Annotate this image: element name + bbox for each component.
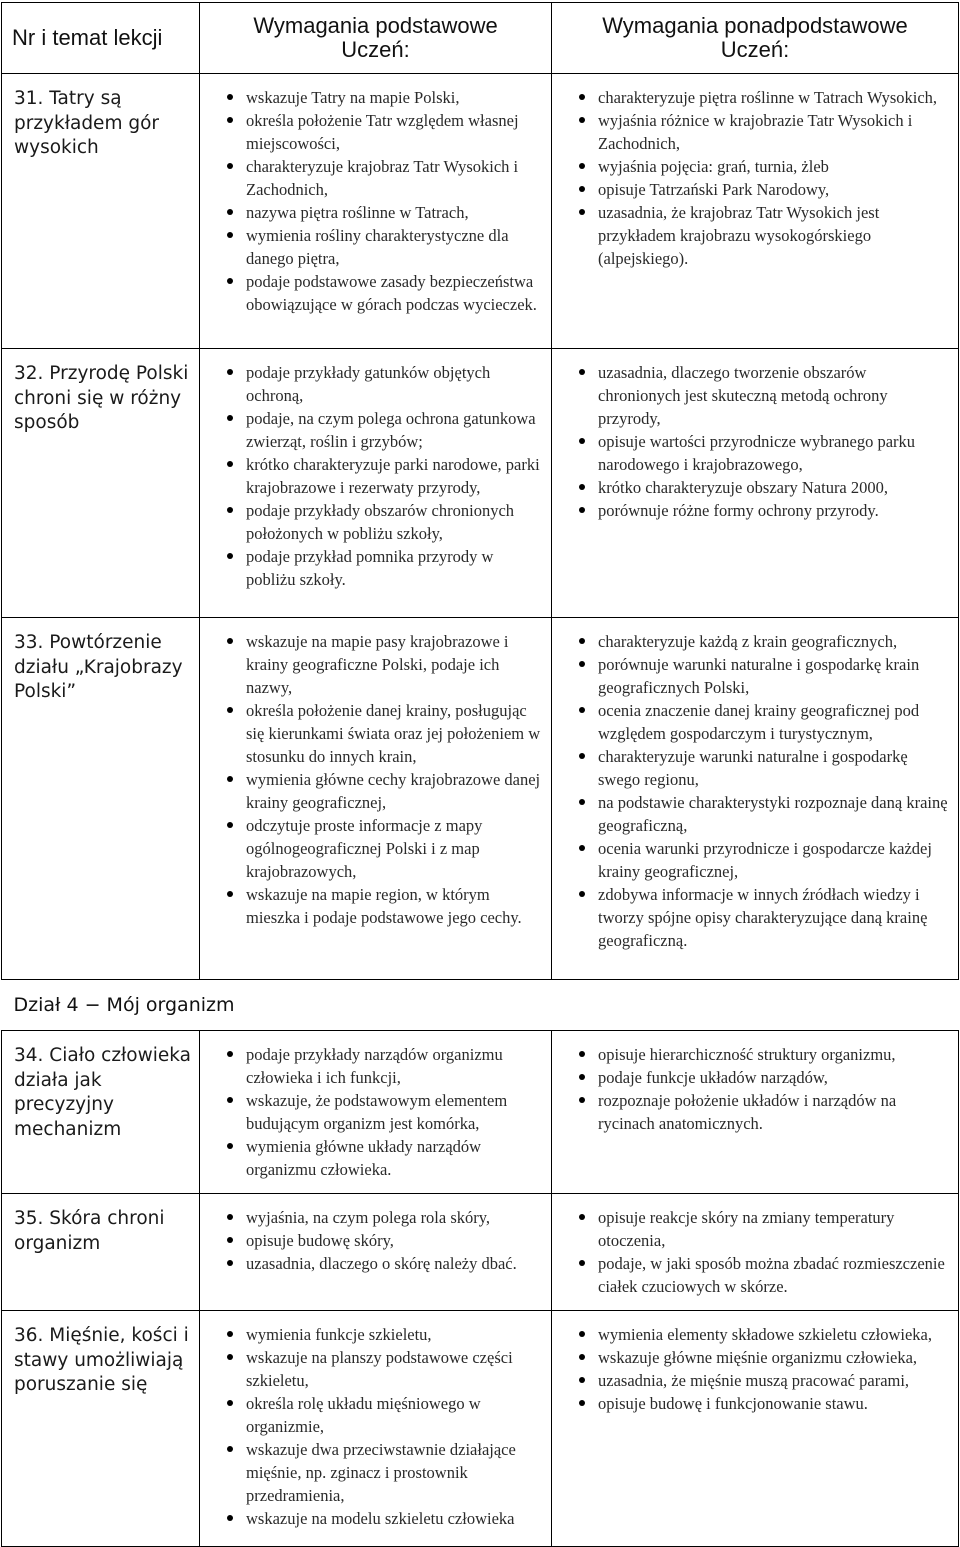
list-item: wymienia główne układy narządów organizmu człowieka. xyxy=(200,1135,545,1181)
list-item: wskazuje główne mięśnie organizmu człowieka, xyxy=(552,1346,952,1369)
list-item: charakteryzuje każdą z krain geograficznych, xyxy=(552,630,952,653)
list-item: określa położenie Tatr względem własnej miejscowości, xyxy=(200,109,545,155)
basic-requirements-list xyxy=(200,1031,551,1193)
basic-requirements-cell xyxy=(200,1031,552,1194)
curriculum-table xyxy=(1,2,959,1547)
advanced-requirements-cell xyxy=(552,1194,959,1311)
header-basic-title: Wymagania podstawowe xyxy=(253,13,498,38)
advanced-requirements-cell xyxy=(552,349,959,618)
list-item: wskazuje dwa przeciwstawnie działające mięśnie, np. zginacz i prostownik przedramienia, xyxy=(200,1438,545,1507)
basic-requirements-list xyxy=(200,74,551,328)
list-item: wymienia funkcje szkieletu, xyxy=(200,1323,545,1346)
list-item: uzasadnia, dlaczego o skórę należy dbać. xyxy=(200,1252,545,1275)
list-item: wskazuje na planszy podstawowe części szkieletu, xyxy=(200,1346,545,1392)
list-item: charakteryzuje krajobraz Tatr Wysokich i Zachodnich, xyxy=(200,155,545,201)
advanced-requirements-list xyxy=(552,1311,958,1427)
lesson-topic: 33. Powtórzenie działu „Krajobrazy Polski” xyxy=(2,618,200,980)
list-item: wymienia rośliny charakterystyczne dla danego piętra, xyxy=(200,224,545,270)
table-row xyxy=(2,74,959,349)
list-item: krótko charakteryzuje parki narodowe, parki krajobrazowe i rezerwaty przyrody, xyxy=(200,453,545,499)
table-row xyxy=(2,1311,959,1547)
list-item: wymienia elementy składowe szkieletu człowieka, xyxy=(552,1323,952,1346)
advanced-requirements-cell xyxy=(552,1311,959,1547)
list-item: podaje przykłady gatunków objętych ochroną, xyxy=(200,361,545,407)
basic-requirements-list xyxy=(200,349,551,603)
table-body-section-4 xyxy=(2,1031,959,1547)
basic-requirements-list xyxy=(200,1311,551,1542)
list-item: charakteryzuje warunki naturalne i gospodarkę swego regionu, xyxy=(552,745,952,791)
lesson-topic: 32. Przyrodę Polski chroni się w różny sposób xyxy=(2,349,200,618)
basic-requirements-cell xyxy=(200,1311,552,1547)
basic-requirements-cell xyxy=(200,618,552,980)
list-item: porównuje różne formy ochrony przyrody. xyxy=(552,499,952,522)
list-item: opisuje Tatrzański Park Narodowy, xyxy=(552,178,952,201)
list-item: na podstawie charakterystyki rozpoznaje daną krainę geograficzną, xyxy=(552,791,952,837)
header-topic: Nr i temat lekcji xyxy=(2,3,200,74)
list-item: wskazuje Tatry na mapie Polski, xyxy=(200,86,545,109)
list-item: podaje, w jaki sposób można zbadać rozmieszczenie ciałek czuciowych w skórze. xyxy=(552,1252,952,1298)
table-body-section-3 xyxy=(2,74,959,980)
list-item: charakteryzuje piętra roślinne w Tatrach Wysokich, xyxy=(552,86,952,109)
list-item: zdobywa informacje w innych źródłach wiedzy i tworzy spójne opisy charakteryzujące daną krainę geograficzną. xyxy=(552,883,952,952)
list-item: podaje przykład pomnika przyrody w pobliżu szkoły. xyxy=(200,545,545,591)
list-item: wyjaśnia pojęcia: grań, turnia, żleb xyxy=(552,155,952,178)
list-item: opisuje hierarchiczność struktury organizmu, xyxy=(552,1043,952,1066)
advanced-requirements-list xyxy=(552,74,958,282)
table-row xyxy=(2,1194,959,1311)
section-row xyxy=(2,980,959,1031)
basic-requirements-cell xyxy=(200,74,552,349)
basic-requirements-list xyxy=(200,1194,551,1287)
advanced-requirements-cell xyxy=(552,74,959,349)
list-item: rozpoznaje położenie układów i narządów na rycinach anatomicznych. xyxy=(552,1089,952,1135)
advanced-requirements-list xyxy=(552,349,958,534)
list-item: uzasadnia, że krajobraz Tatr Wysokich jest przykładem krajobrazu wysokogórskiego (alpejskiego). xyxy=(552,201,952,270)
header-basic-subtitle: Uczeń: xyxy=(341,37,410,62)
header-advanced-subtitle: Uczeń: xyxy=(720,37,790,62)
list-item: określa rolę układu mięśniowego w organizmie, xyxy=(200,1392,545,1438)
header-basic xyxy=(200,3,552,74)
list-item: ocenia znaczenie danej krainy geograficznej pod względem gospodarczym i turystycznym, xyxy=(552,699,952,745)
table-row xyxy=(2,618,959,980)
list-item: opisuje wartości przyrodnicze wybranego parku narodowego i krajobrazowego, xyxy=(552,430,952,476)
section-title: Dział 4 − Mój organizm xyxy=(13,994,235,1016)
list-item: wyjaśnia różnice w krajobrazie Tatr Wysokich i Zachodnich, xyxy=(552,109,952,155)
basic-requirements-list xyxy=(200,618,551,941)
basic-requirements-cell xyxy=(200,1194,552,1311)
table-row xyxy=(2,1031,959,1194)
list-item: wskazuje na mapie region, w którym mieszka i podaje podstawowe jego cechy. xyxy=(200,883,545,929)
section-header xyxy=(2,980,959,1031)
lesson-topic: 34. Ciało człowieka działa jak precyzyjny mechanizm xyxy=(2,1031,200,1194)
list-item: ocenia warunki przyrodnicze i gospodarcze każdej krainy geograficznej, xyxy=(552,837,952,883)
list-item: podaje funkcje układów narządów, xyxy=(552,1066,952,1089)
list-item: nazywa piętra roślinne w Tatrach, xyxy=(200,201,545,224)
table-header-row xyxy=(2,3,959,74)
list-item: opisuje budowę skóry, xyxy=(200,1229,545,1252)
list-item: odczytuje proste informacje z mapy ogólnogeograficznej Polski i z map krajobrazowych, xyxy=(200,814,545,883)
list-item: podaje przykłady narządów organizmu człowieka i ich funkcji, xyxy=(200,1043,545,1089)
lesson-topic: 31. Tatry są przykładem gór wysokich xyxy=(2,74,200,349)
lesson-topic: 35. Skóra chroni organizm xyxy=(2,1194,200,1311)
list-item: uzasadnia, dlaczego tworzenie obszarów chronionych jest skuteczną metodą ochrony przyrody, xyxy=(552,361,952,430)
list-item: wskazuje na mapie pasy krajobrazowe i krainy geograficzne Polski, podaje ich nazwy, xyxy=(200,630,545,699)
list-item: opisuje budowę i funkcjonowanie stawu. xyxy=(552,1392,952,1415)
advanced-requirements-list xyxy=(552,618,958,964)
list-item: określa położenie danej krainy, posługując się kierunkami świata oraz jej położeniem w stosunku do innych krain, xyxy=(200,699,545,768)
header-advanced xyxy=(552,3,959,74)
list-item: podaje, na czym polega ochrona gatunkowa zwierząt, roślin i grzybów; xyxy=(200,407,545,453)
list-item: krótko charakteryzuje obszary Natura 2000, xyxy=(552,476,952,499)
advanced-requirements-list xyxy=(552,1194,958,1310)
advanced-requirements-cell xyxy=(552,1031,959,1194)
table-row xyxy=(2,349,959,618)
list-item: uzasadnia, że mięśnie muszą pracować parami, xyxy=(552,1369,952,1392)
list-item: wymienia główne cechy krajobrazowe danej krainy geograficznej, xyxy=(200,768,545,814)
list-item: wyjaśnia, na czym polega rola skóry, xyxy=(200,1206,545,1229)
list-item: opisuje reakcje skóry na zmiany temperatury otoczenia, xyxy=(552,1206,952,1252)
header-advanced-title: Wymagania ponadpodstawowe xyxy=(602,13,908,38)
list-item: wskazuje na modelu szkieletu człowieka xyxy=(200,1507,545,1530)
list-item: wskazuje, że podstawowym elementem budującym organizm jest komórka, xyxy=(200,1089,545,1135)
list-item: porównuje warunki naturalne i gospodarkę krain geograficznych Polski, xyxy=(552,653,952,699)
advanced-requirements-list xyxy=(552,1031,958,1147)
advanced-requirements-cell xyxy=(552,618,959,980)
basic-requirements-cell xyxy=(200,349,552,618)
list-item: podaje podstawowe zasady bezpieczeństwa obowiązujące w górach podczas wycieczek. xyxy=(200,270,545,316)
lesson-topic: 36. Mięśnie, kości i stawy umożliwiają poruszanie się xyxy=(2,1311,200,1547)
list-item: podaje przykłady obszarów chronionych położonych w pobliżu szkoły, xyxy=(200,499,545,545)
